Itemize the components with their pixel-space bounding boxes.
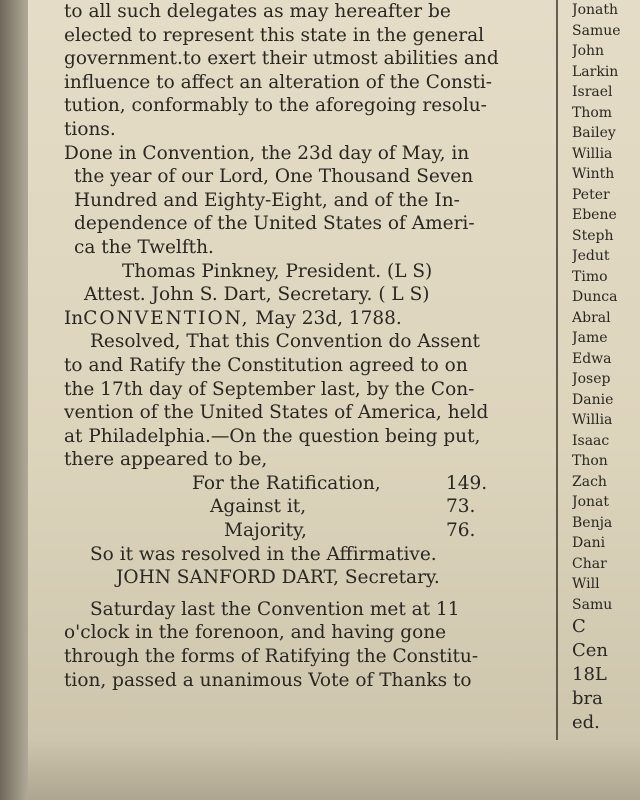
name-line: Jonath (572, 2, 619, 18)
name-line: Ebene (572, 207, 617, 223)
resolution-line: to and Ratify the Constitution agreed to on (64, 354, 468, 376)
resolution-line: vention of the United States of America, held (64, 402, 489, 424)
column-rule (556, 0, 558, 740)
tail-line: ed. (572, 712, 600, 733)
resolution-line: the 17th day of September last, by the Con- (64, 378, 475, 400)
tail-line: C (572, 616, 586, 637)
page-bottom-shadow (28, 740, 640, 800)
closing-line: through the forms of Ratifying the Constitu- (64, 646, 479, 668)
name-line: Samue (572, 22, 621, 39)
article-line: the year of our Lord, One Thousand Seven (74, 166, 474, 188)
name-line: Dani (572, 535, 606, 551)
name-line: Willia (572, 145, 613, 162)
name-line: Willia (572, 412, 613, 428)
article-line: government.to exert their utmost abilities and (64, 48, 499, 70)
name-line: Danie (572, 391, 614, 408)
article-line: Hundred and Eighty-Eight, and of the In- (74, 189, 460, 211)
right-name-column (572, 0, 640, 760)
closing-line: o'clock in the forenoon, and having gone (64, 622, 447, 644)
article-line: tution, conformably to the aforegoing resolu- (64, 95, 487, 117)
article-line: tions. (64, 118, 116, 140)
vote-row-against (64, 495, 550, 519)
resolution-line: there appeared to be, (64, 449, 268, 471)
name-line: Zach (572, 473, 607, 490)
article-line: dependence of the United States of Ameri- (74, 213, 475, 235)
vote-value: 76. (446, 520, 476, 542)
name-line: Char (572, 555, 607, 572)
secretary-line: JOHN SANFORD DART, Secretary. (116, 567, 440, 589)
name-line: Jonat (572, 494, 610, 510)
tail-line: Cen (572, 640, 609, 661)
name-line: Abral (572, 309, 611, 326)
name-line: Bailey (572, 125, 616, 141)
name-line: Benja (572, 514, 613, 531)
convention-heading (64, 307, 550, 331)
heading-prefix: In (64, 307, 84, 329)
name-line: Peter (572, 186, 610, 203)
article-line: ca the Twelfth. (74, 236, 214, 258)
name-line: Timo (572, 268, 608, 285)
vote-label: Against it, (210, 496, 307, 518)
vote-label: Majority, (224, 520, 307, 542)
vote-value: 149. (446, 472, 488, 494)
name-line: Larkin (572, 63, 619, 80)
tail-line: 18L (572, 664, 607, 685)
resolution-line: Resolved, That this Convention do Assent (90, 331, 480, 353)
name-line: Thon (572, 453, 608, 469)
name-line: Jedut (572, 248, 610, 264)
signature-secretary: Attest. John S. Dart, Secretary. ( L S) (84, 284, 430, 306)
main-article-column (64, 0, 550, 760)
vote-row-ratification (64, 472, 550, 496)
closing-line: Saturday last the Convention met at 11 (90, 598, 460, 620)
name-line: Isaac (572, 432, 610, 449)
name-line: Samu (572, 596, 613, 613)
article-line: elected to represent this state in the general (64, 24, 485, 46)
name-line: Edwa (572, 350, 612, 367)
resolved-line: So it was resolved in the Affirmative. (90, 543, 437, 565)
name-line: Steph (572, 227, 614, 244)
name-line: Dunca (572, 289, 618, 305)
vote-value: 73. (446, 496, 476, 518)
name-line: John (572, 43, 605, 59)
closing-line: tion, passed a unanimous Vote of Thanks to (64, 669, 472, 691)
name-line: Israel (572, 84, 613, 100)
tail-line: bra (572, 688, 603, 709)
name-line: Josep (572, 371, 611, 387)
article-line: Done in Convention, the 23d day of May, in (64, 142, 470, 164)
vote-row-majority (64, 519, 550, 543)
name-line: Will (572, 576, 600, 592)
heading-date: May 23d, 1788. (255, 307, 402, 329)
vote-label: For the Ratification, (192, 472, 381, 494)
name-line: Thom (572, 104, 613, 121)
resolution-line: at Philadelphia.—On the question being put, (64, 425, 481, 447)
name-line: Winth (572, 166, 615, 182)
heading-convention: CONVENTION, (83, 307, 250, 329)
article-line: influence to affect an alteration of the Consti- (64, 71, 493, 93)
name-line: Jame (572, 330, 608, 346)
signature-president: Thomas Pinkney, President. (L S) (122, 260, 433, 282)
article-line: to all such delegates as may hereafter be (64, 1, 451, 22)
